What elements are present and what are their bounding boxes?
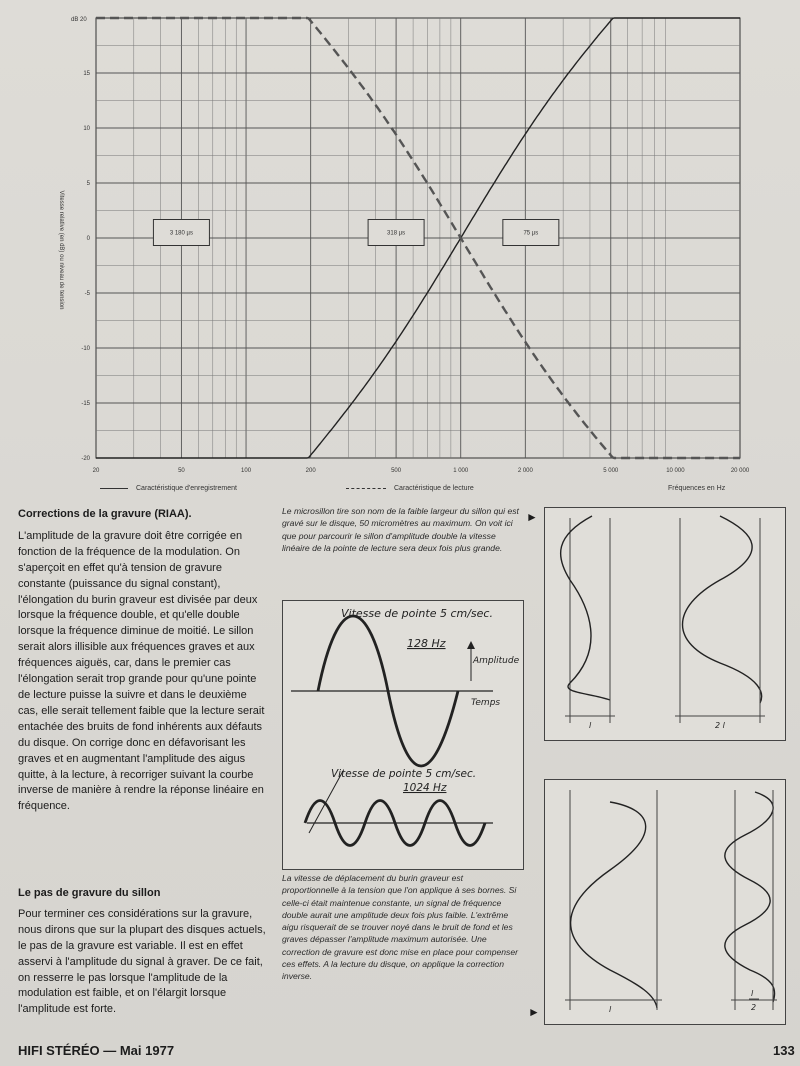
sketch-panel (282, 600, 524, 870)
x-tick-label: 50 (178, 468, 185, 474)
groove-label-e: 2 (751, 1003, 757, 1012)
time-constant-label: 318 µs (387, 230, 406, 237)
y-unit-label: dB 20 (71, 17, 87, 23)
y-tick-label: 10 (83, 126, 90, 132)
article-section-1 (18, 507, 266, 815)
time-constant-label: 3 180 µs (169, 230, 193, 237)
x-tick-label: 500 (391, 468, 402, 474)
section2-heading: Le pas de gravure du sillon (18, 887, 161, 899)
arrow-bottom: ► (528, 1005, 540, 1019)
section1-heading: Corrections de la gravure (RIAA). (18, 508, 192, 520)
y-tick-label: 15 (83, 71, 90, 77)
x-axis-label: Fréquences en Hz (668, 485, 726, 492)
speed-label-2: Vitesse de pointe 5 cm/sec. (331, 768, 477, 780)
x-tick-label: 200 (305, 468, 316, 474)
legend-record (100, 485, 237, 492)
speed-label-1: Vitesse de pointe 5 cm/sec. (341, 607, 493, 620)
section2-body: Pour terminer ces considérations sur la gravure, nous dirons que sur la plupart des disques actuels, le pas de la gravure est variable. Il est en effet asservi à l'amplitude du signal à graver. De ce fait, on resserre le pas lorsque l'amplitude de la modulation est faible, et on l'élargit lorsque l'amplitude est forte. (18, 907, 266, 1016)
x-tick-label: 100 (241, 468, 252, 474)
y-axis-label: Vitesse relative (en dB) ou niveau de tension (58, 190, 64, 310)
footer-left: HIFI STÉRÉO — Mai 1977 (18, 1043, 175, 1058)
legend-play (346, 485, 474, 492)
groove-label-c: l (609, 1005, 612, 1014)
x-tick-label: 5 000 (603, 468, 619, 474)
caption-top: Le microsillon tire son nom de la faible largeur du sillon qui est gravé sur le disque, 50 micromètres au maximum. On voit ici que pour parcourir le sillon d'amplitude double la vitesse linéaire de la pointe de lecture sera deux fois plus grande. (282, 506, 519, 553)
legend-solid-swatch (100, 488, 128, 489)
groove-svg-bottom (545, 780, 785, 1024)
temps-label: Temps (471, 698, 501, 708)
x-tick-label: 1 000 (453, 468, 469, 474)
groove-panel-bottom (544, 779, 786, 1025)
groove-label-b: 2 l (715, 721, 725, 730)
legend-record-label: Caractéristique d'enregistrement (136, 485, 237, 492)
time-constant-label: 75 µs (523, 230, 539, 237)
time-constant-boxes (153, 220, 558, 246)
groove-panel-top (544, 507, 786, 741)
y-tick-labels (81, 71, 90, 462)
arrow-top: ► (526, 510, 538, 524)
groove-label-a: l (589, 721, 592, 730)
y-tick-label: -5 (84, 291, 90, 297)
sketch-svg (283, 601, 523, 869)
legend-play-label: Caractéristique de lecture (394, 485, 474, 492)
freq-label-2: 1024 Hz (403, 782, 447, 794)
legend-freq (668, 485, 725, 492)
freq-label-1: 128 Hz (407, 637, 446, 650)
x-tick-label: 10 000 (666, 468, 685, 474)
y-tick-label: -20 (81, 456, 90, 462)
x-tick-label: 20 (92, 468, 100, 474)
groove-label-d: l (751, 989, 754, 998)
x-tick-labels (93, 468, 750, 474)
y-tick-label: -10 (81, 346, 90, 352)
y-tick-label: -15 (81, 401, 90, 407)
caption-bottom: La vitesse de déplacement du burin graveur est proportionnelle à la tension que l'on applique à ses bornes. Si celle-ci était maintenue constante, un signal de fréquence double aurait une amplitude deux fois plus faible. L'extrême aigu risquerait de se trouver noyé dans le bruit de fond et les graves dépasser l'amplitude maximum autorisée. Une correction de gravure est donc mise en place pour compenser ces effets. A la lecture du disque, on applique la correction inverse. (282, 873, 518, 982)
riaa-chart (0, 0, 800, 500)
y-tick-label: 5 (86, 181, 90, 187)
x-tick-label: 20 000 (730, 468, 750, 474)
section1-body: L'amplitude de la gravure doit être corrigée en fonction de la fréquence de la modulation. On s'aperçoit en effet qu'à tension de gravure constante (puissance du signal constant), l'élongation du burin graveur est divisée par deux lorsque la fréquence double, et qu'elle double lorsque la fréquence diminue de moitié. Le sillon serait alors illisible aux fréquences graves et aux fréquences aiguës, car, dans le premier cas l'élongation serait trop grande pour qu'une pointe de lecture puisse la suivre et dans le deuxième cas, elle serait tellement faible que la lecture serait entachée des bruits de fond inhérents aux défauts du disque. On corrige donc en défavorisant les graves et en augmentant l'amplitude des aigus quitte, à la lecture, à recorriger suivant la courbe inverse de manière à rendre la réponse linéaire en fréquence. (18, 529, 265, 813)
groove-svg-top (545, 508, 785, 740)
page-number: 133 (773, 1043, 795, 1058)
amplitude-label: Amplitude (473, 656, 520, 666)
x-tick-label: 2 000 (517, 468, 533, 474)
y-tick-label: 0 (86, 236, 90, 242)
legend-dashed-swatch (346, 488, 386, 489)
article-section-2 (18, 886, 266, 1018)
